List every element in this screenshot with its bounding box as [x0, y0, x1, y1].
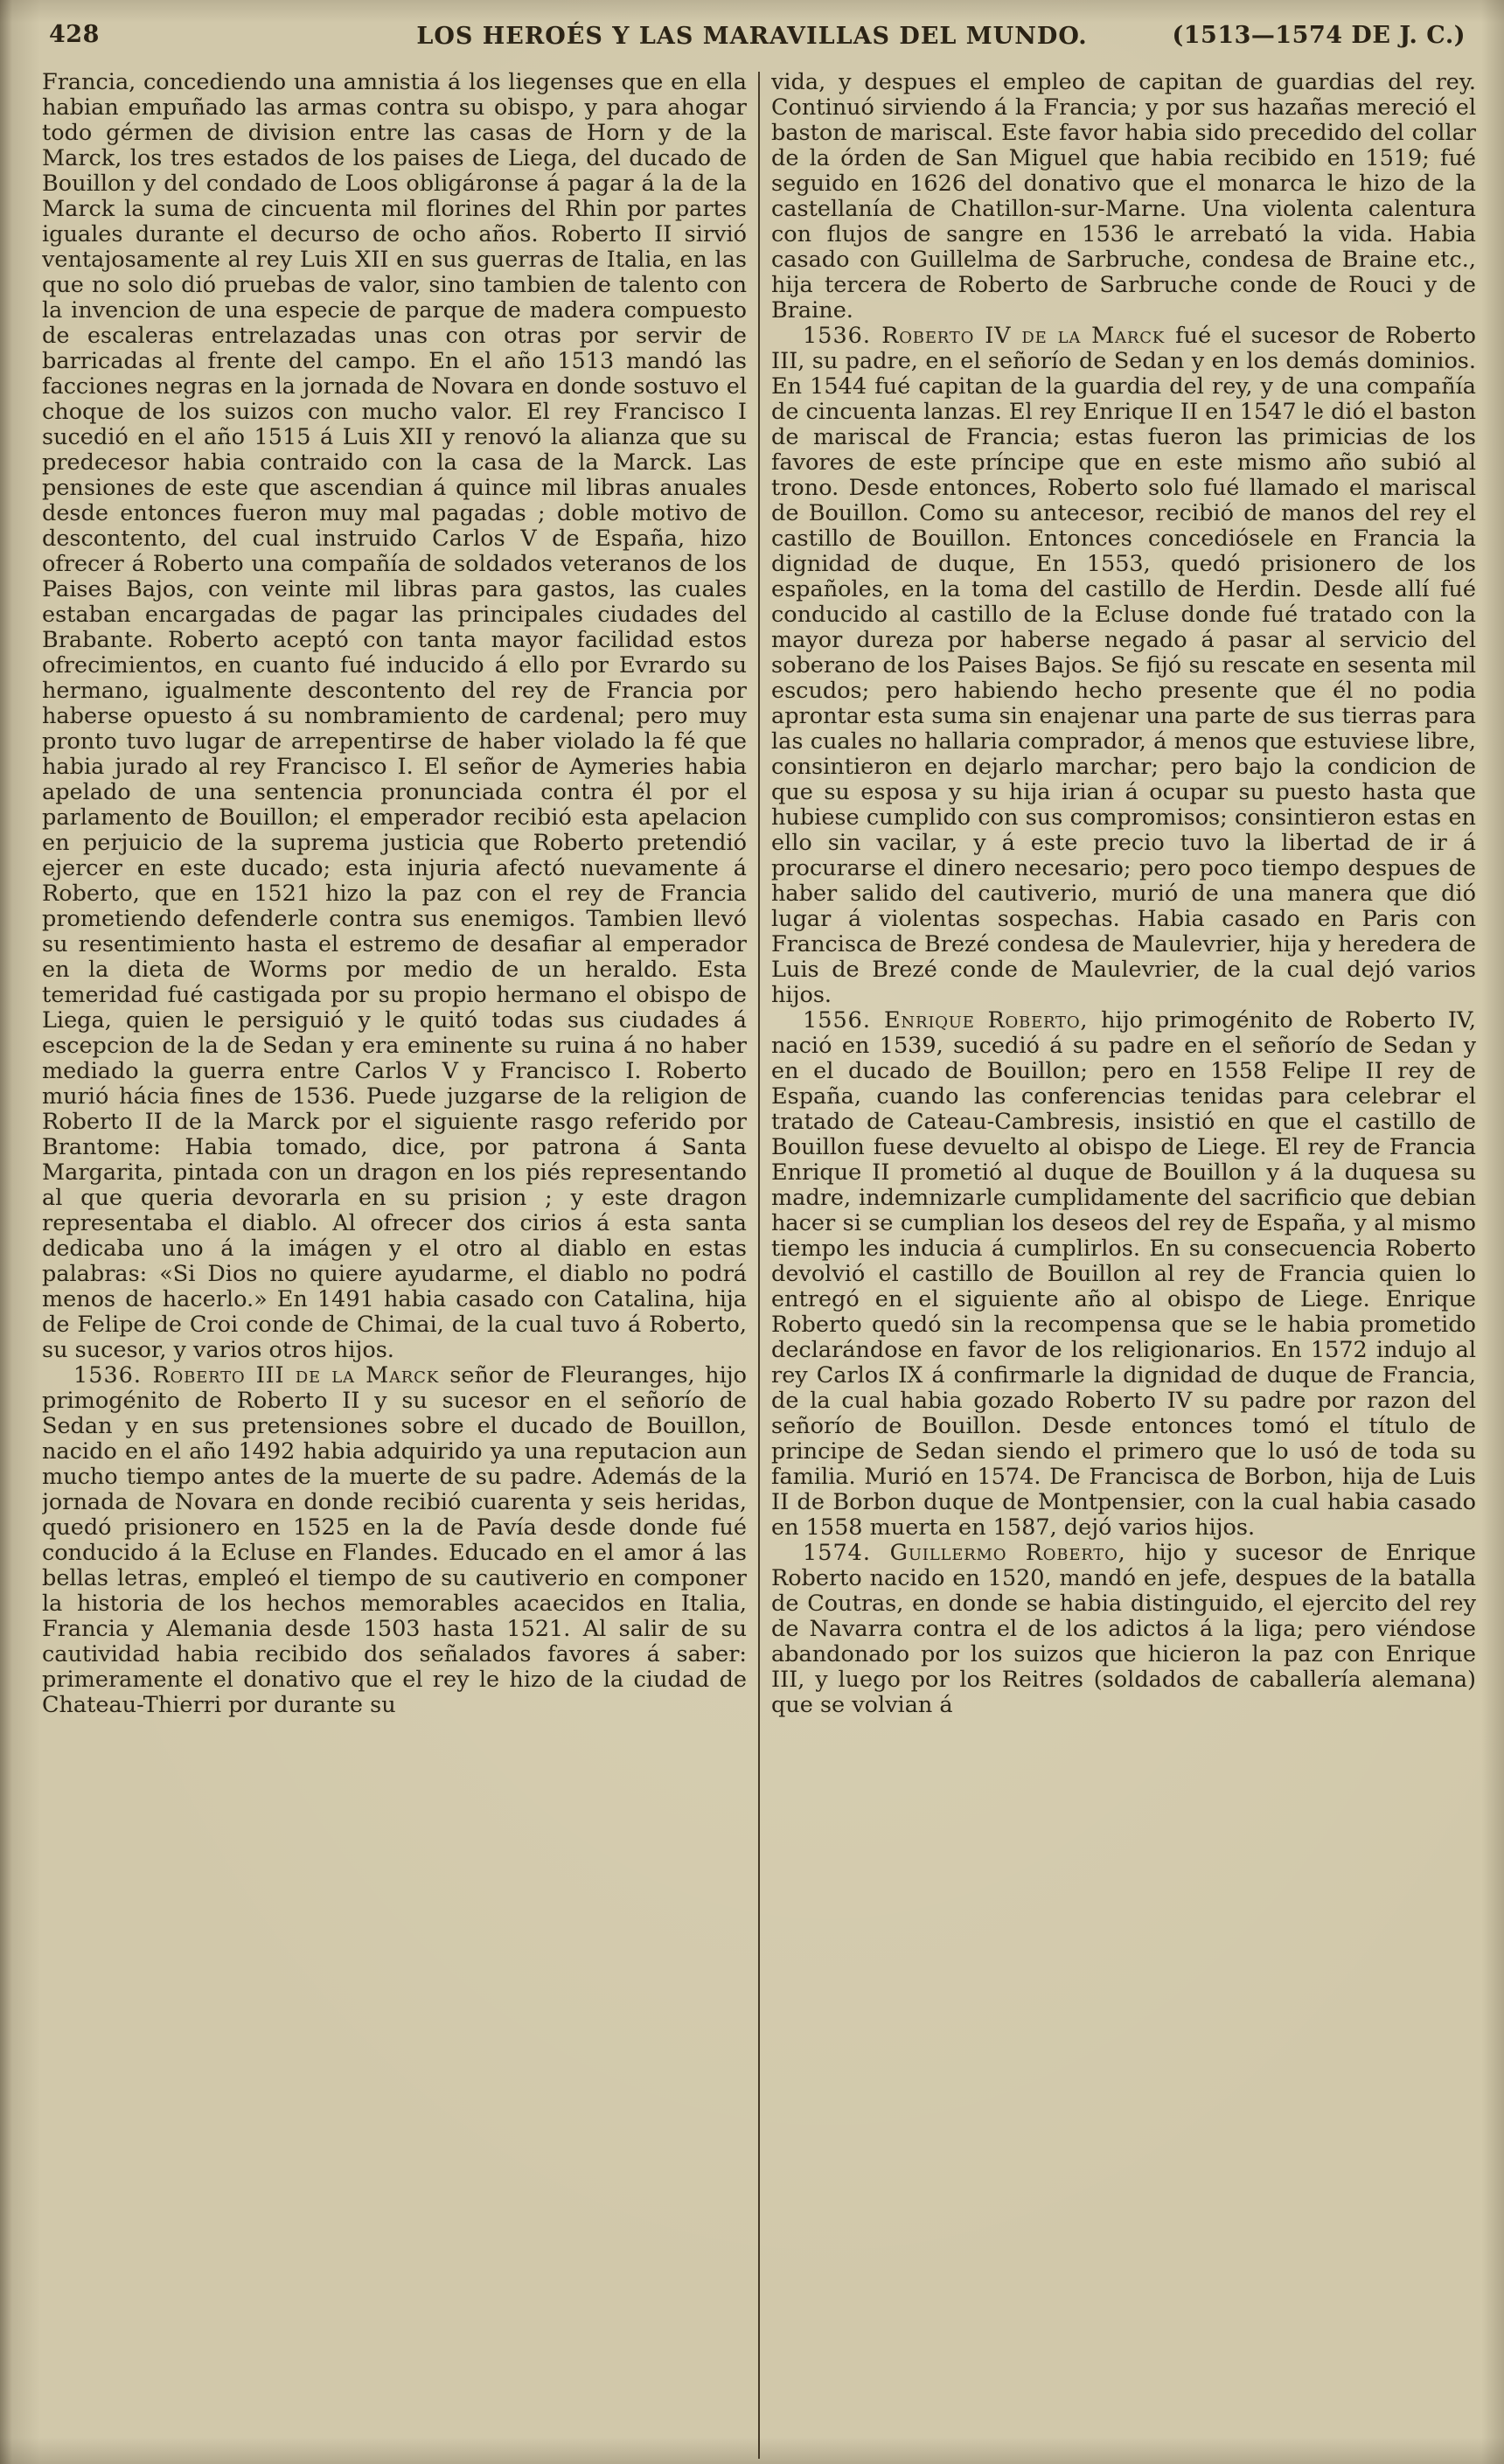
text-columns [0, 63, 1504, 2459]
date-range: (1513—1574 DE J. C.) [1172, 22, 1466, 49]
page-number: 428 [49, 21, 100, 48]
entry-name: Enrique Roberto, [884, 1007, 1102, 1034]
entry-paragraph: 1556. Enrique Roberto, hijo primogénito de Roberto IV, nació en 1539, sucedió á su padre en el señorío de Sedan y en el ducado de Bouillon; pero en 1558 Felipe II rey de España, cuando las conferencias tenidas para celebrar el tratado de Cateau-Cambresis, insistió en que el castillo de Bouillon fuese devuelto al obispo de Liege. El rey de Francia Enrique II prometió al duque de Bouillon y á la duquesa su madre, indemnizarle cumplidamente del sacrificio que debian hacer si se cumplian los deseos del rey de España, y al mismo tiempo les inducia á cumplirlos. En su consecuencia Roberto devolvió el castillo de Bouillon al rey de Francia quien lo entregó en el siguiente año al obispo de Liege. Enrique Roberto quedó sin la recompensa que se le habia prometido declarándose en favor de los religionarios. En 1572 indujo al rey Carlos IX á confirmarle la dignidad de duque de Francia, de la cual habia gozado Roberto IV su padre por razon del señorío de Bouillon. Desde entonces tomó el título de principe de Sedan siendo el primero que lo usó de toda su familia. Murió en 1574. De Francisca de Borbon, hija de Luis II de Borbon duque de Montpensier, con la cual habia casado en 1558 muerta en 1587, dejó varios hijos. [771, 1007, 1476, 1541]
entry-paragraph: 1536. Roberto III de la Marck señor de Fleuranges, hijo primogénito de Roberto II y su sucesor en el señorío de Sedan y en sus pretensiones sobre el ducado de Bouillon, nacido en el año 1492 habia adquirido ya una reputacion aun mucho tiempo antes de la muerte de su padre. Además de la jornada de Novara en donde recibió cuarenta y seis heridas, quedó prisionero en 1525 en la de Pavía desde donde fué conducido á la Ecluse en Flandes. Educado en el amor á las bellas letras, empleó el tiempo de su cautiverio en componer la historia de los hechos memorables acaecidos en Italia, Francia y Alemania desde 1503 hasta 1521. Al salir de su cautividad habia recibido dos señalados favores á saber: primeramente el donativo que el rey le hizo de la ciudad de Chateau-Thierri por durante su [42, 1362, 747, 1718]
entry-year: 1536. [73, 1362, 153, 1389]
column-divider [758, 72, 760, 2459]
left-column [42, 70, 747, 2459]
entry-paragraph: 1574. Guillermo Roberto, hijo y sucesor de Enrique Roberto nacido en 1520, mandó en jefe, despues de la batalla de Coutras, en donde se habia distinguido, el ejercito del rey de Navarra contra el de los adictos á la liga; pero viéndose abandonado por los suizos que hicieron la paz con Enrique III, y luego por los Reitres (soldados de caballería alemana) que se volvian á [771, 1540, 1476, 1718]
entry-name: Guillermo Roberto, [889, 1540, 1145, 1566]
page-header [0, 0, 1504, 63]
entry-name: Roberto III de la Marck [152, 1362, 450, 1389]
entry-paragraph: 1536. Roberto IV de la Marck fué el sucesor de Roberto III, su padre, en el señorío de Sedan y en los demás dominios. En 1544 fué capitan de la guardia del rey, y de una compañía de cincuenta lanzas. El rey Enrique II en 1547 le dió el baston de mariscal de Francia; estas fueron las primicias de los favores de este príncipe que en este mismo año subió al trono. Desde entonces, Roberto solo fué llamado el mariscal de Bouillon. Como su antecesor, recibió de manos del rey el castillo de Bouillon. Entonces concediósele en Francia la dignidad de duque, En 1553, quedó prisionero de los españoles, en la toma del castillo de Herdin. Desde allí fué conducido al castillo de la Ecluse donde fué tratado con la mayor dureza por haberse negado á pasar al servicio del soberano de los Paises Bajos. Se fijó su rescate en sesenta mil escudos; pero habiendo hecho presente que él no podia aprontar esta suma sin enajenar una parte de sus tierras para las cuales no hallaria comprador, á menos que estuviese libre, consintieron en dejarlo marchar; pero bajo la condicion de que su esposa y su hija irian á ocupar su puesto hasta que hubiese cumplido con sus compromisos; consintieron estas en ello sin vacilar, y á este precio tuvo la libertad de ir á procurarse el dinero necesario; pero poco tiempo despues de haber salido del cautiverio, murió de una manera que dió lugar á violentas sospechas. Habia casado en Paris con Francisca de Brezé condesa de Maulevrier, hija y heredera de Luis de Brezé conde de Maulevrier, de la cual dejó varios hijos. [771, 323, 1476, 1008]
page-title: LOS HEROÉS Y LAS MARAVILLAS DEL MUNDO. [416, 23, 1088, 50]
entry-name: Roberto IV de la Marck [881, 323, 1176, 349]
entry-year: 1536. [803, 323, 882, 349]
paragraph: vida, y despues el empleo de capitan de guardias del rey. Continuó sirviendo á la Francia; y por sus hazañas mereció el baston de mariscal. Este favor habia sido precedido del collar de la órden de San Miguel que habia recibido en 1519; fué seguido en 1626 del donativo que el monarca le hizo de la castellanía de Chatillon-sur-Marne. Una violenta calentura con flujos de sangre en 1536 le arrebató la vida. Habia casado con Guillelma de Sarbruche, condesa de Braine etc., hija tercera de Roberto de Sarbruche conde de Rouci y de Braine. [771, 70, 1476, 324]
right-column [771, 70, 1476, 2459]
entry-year: 1556. [803, 1007, 884, 1034]
entry-year: 1574. [803, 1540, 890, 1566]
paragraph: Francia, concediendo una amnistia á los liegenses que en ella habian empuñado las armas contra su obispo, y para ahogar todo gérmen de division entre las casas de Horn y de la Marck, los tres estados de los paises de Liega, del ducado de Bouillon y del condado de Loos obligáronse á pagar á la de la Marck la suma de cincuenta mil florines del Rhin por partes iguales durante el decurso de ocho años. Roberto II sirvió ventajosamente al rey Luis XII en sus guerras de Italia, en las que no solo dió pruebas de valor, sino tambien de talento con la invencion de una especie de parque de madera compuesto de escaleras entrelazadas unas con otras por servir de barricadas al frente del campo. En el año 1513 mandó las facciones negras en la jornada de Novara en donde sostuvo el choque de los suizos con mucho valor. El rey Francisco I sucedió en el año 1515 á Luis XII y renovó la alianza que su predecesor habia contraido con la casa de la Marck. Las pensiones de este que ascendian á quince mil libras anuales desde entonces fueron muy mal pagadas ; doble motivo de descontento, del cual instruido Carlos V de España, hizo ofrecer á Roberto una compañía de soldados veteranos de los Paises Bajos, con veinte mil libras para gastos, las cuales estaban encargadas de pagar las principales ciudades del Brabante. Roberto aceptó con tanta mayor facilidad estos ofrecimientos, en cuanto fué inducido á ello por Evrardo su hermano, igualmente descontento del rey de Francia por haberse opuesto á su nombramiento de cardenal; pero muy pronto tuvo lugar de arrepentirse de haber violado la fé que habia jurado al rey Francisco I. El señor de Aymeries habia apelado de una sentencia pronunciada contra él por el parlamento de Bouillon; el emperador recibió esta apelacion en perjuicio de la suprema justicia que Roberto pretendió ejercer en este ducado; esta injuria afectó nuevamente á Roberto, que en 1521 hizo la paz con el rey de Francia prometiendo defenderle contra sus enemigos. Tambien llevó su resentimiento hasta el estremo de desafiar al emperador en la dieta de Worms por medio de un heraldo. Esta temeridad fué castigada por su propio hermano el obispo de Liega, quien le persiguió y le quitó todas sus ciudades á escepcion de la de Sedan y era eminente su ruina á no haber mediado la guerra entre Carlos V y Francisco I. Roberto murió hácia fines de 1536. Puede juzgarse de la religion de Roberto II de la Marck por el siguiente rasgo referido por Brantome: Habia tomado, dice, por patrona á Santa Margarita, pintada con un dragon en los piés representando al que queria devorarla en su prision ; y este dragon representaba el diablo. Al ofrecer dos cirios á esta santa dedicaba uno á la imágen y el otro al diablo en estas palabras: «Si Dios no quiere ayudarme, el diablo no podrá menos de hacerlo.» En 1491 habia casado con Catalina, hija de Felipe de Croi conde de Chimai, de la cual tuvo á Roberto, su sucesor, y varios otros hijos. [42, 70, 747, 1363]
